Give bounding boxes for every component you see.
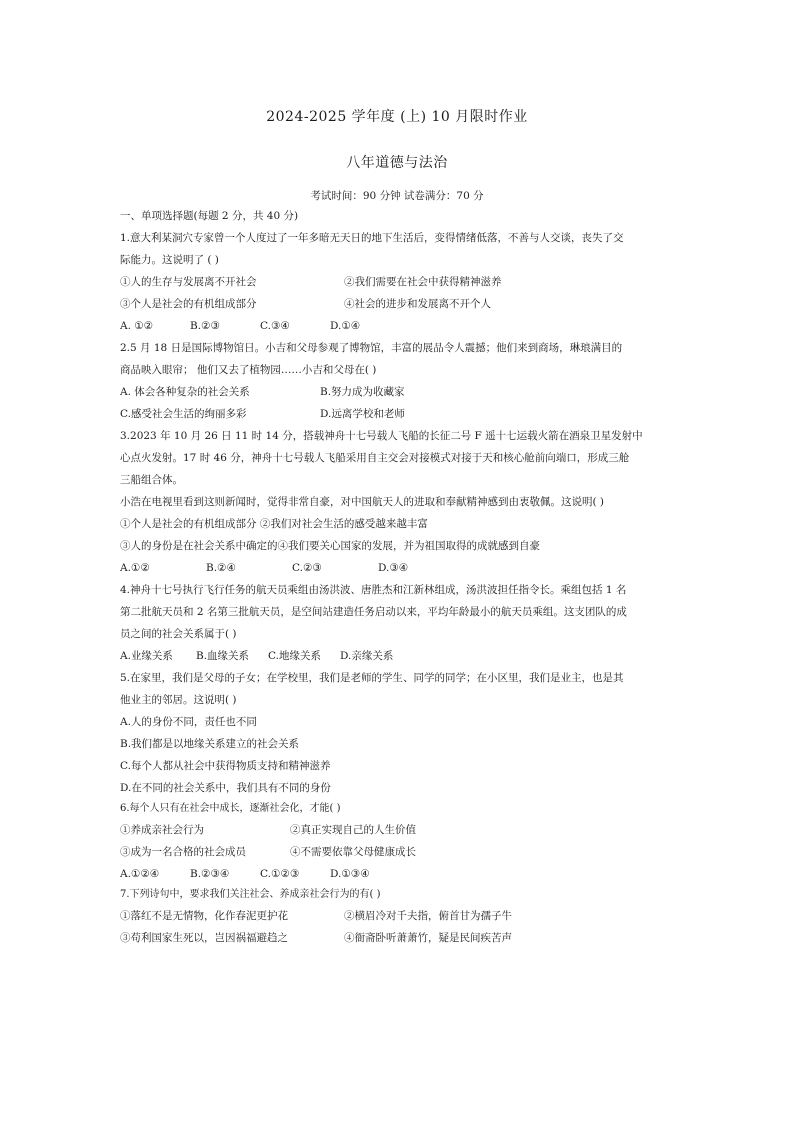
q4-option-d: D.亲缘关系 bbox=[340, 650, 394, 662]
q2-options-row1 bbox=[120, 381, 680, 403]
q1-statement-2: ②我们需要在社会中获得精神滋养 bbox=[344, 276, 502, 288]
q7-stem: 7.下列诗句中，要求我们关注社会、养成亲社会行为的有( ) bbox=[120, 889, 381, 900]
q7-statement-4: ④衙斋卧听萧萧竹，疑是民间疾苦声 bbox=[344, 932, 512, 944]
q7-statements-row2 bbox=[120, 927, 680, 949]
q6-statement-4: ④不需要依靠父母健康成长 bbox=[290, 846, 416, 858]
q2-stem-line1: 2.5 月 18 日是国际博物馆日。小吉和父母参观了博物馆，丰富的展品令人震撼；他们来到商场，琳琅满目的 bbox=[120, 342, 623, 354]
q2-option-c: C.感受社会生活的绚丽多彩 bbox=[120, 408, 247, 420]
q6-statement-1: ①养成亲社会行为 bbox=[120, 824, 204, 836]
q3-stem-line2: 心点火发射。17 时 46 分，神舟十七号载人飞船采用自主交会对接模式对接于天和核心舱前向端口，形成三舱 bbox=[120, 452, 630, 464]
section-heading: 一、单项选择题(每题 2 分，共 40 分) bbox=[120, 210, 299, 222]
q5-option-d: D.在不同的社会关系中，我们具有不同的身份 bbox=[120, 782, 331, 794]
q1-statement-1: ①人的生存与发展离不开社会 bbox=[120, 276, 257, 288]
q3-statements-row2: ③人的身份是在社会关系中确定的④我们要关心国家的发展，并为祖国取得的成就感到自豪 bbox=[120, 540, 540, 552]
q6-statements-row1 bbox=[120, 819, 680, 841]
q4-stem-line1: 4.神舟十七号执行飞行任务的航天员乘组由汤洪波、唐胜杰和江新林组成，汤洪波担任指令长。乘组包括 1 名 bbox=[120, 584, 627, 596]
q1-option-c: C.③④ bbox=[260, 320, 290, 332]
q3-options bbox=[120, 557, 680, 579]
q4-option-c: C.地缘关系 bbox=[268, 650, 321, 662]
q4-option-b: B.血缘关系 bbox=[196, 650, 250, 662]
exam-content bbox=[120, 205, 680, 949]
q3-option-d: D.③④ bbox=[378, 562, 409, 574]
q2-option-b: B.努力成为收藏家 bbox=[320, 386, 405, 398]
q4-stem-line3: 员之间的社会关系属于( ) bbox=[120, 628, 237, 640]
q6-stem: 6.每个人只有在社会中成长，逐渐社会化，才能( ) bbox=[120, 803, 341, 814]
q1-stem-line2: 际能力。这说明了 ( ) bbox=[120, 254, 219, 266]
q6-options bbox=[120, 863, 680, 885]
q1-statements-row1 bbox=[120, 271, 680, 293]
q7-statement-1: ①落红不是无情物，化作春泥更护花 bbox=[120, 910, 288, 922]
q5-option-b: B.我们都是以地缘关系建立的社会关系 bbox=[120, 738, 300, 750]
q2-option-d: D.远离学校和老师 bbox=[320, 408, 405, 420]
q1-option-a: A. ①② bbox=[120, 320, 154, 332]
q4-options bbox=[120, 645, 680, 667]
q6-statements-row2 bbox=[120, 841, 680, 863]
q1-statement-3: ③个人是社会的有机组成部分 bbox=[120, 298, 257, 310]
q5-option-c: C.每个人都从社会中获得物质支持和精神滋养 bbox=[120, 760, 331, 772]
q7-statement-2: ②横眉冷对千夫指，俯首甘为孺子牛 bbox=[344, 910, 512, 922]
q2-options-row2 bbox=[120, 403, 680, 425]
exam-meta: 考试时间：90 分钟 试卷满分：70 分 bbox=[310, 190, 484, 202]
q1-statement-4: ④社会的进步和发展离不开个人 bbox=[344, 298, 491, 310]
q3-option-b: B.②④ bbox=[206, 562, 236, 574]
q1-statements-row2 bbox=[120, 293, 680, 315]
q6-option-a: A.①②④ bbox=[120, 868, 160, 880]
q7-statement-3: ③苟利国家生死以，岂因祸福避趋之 bbox=[120, 932, 288, 944]
q3-stem-line4: 小浩在电视里看到这则新闻时，觉得非常自豪，对中国航天人的进取和奉献精神感到由衷敬佩。这说明( ) bbox=[120, 496, 605, 508]
q6-statement-2: ②真正实现自己的人生价值 bbox=[290, 824, 416, 836]
exam-title: 2024-2025 学年度 (上) 10 月限时作业 bbox=[266, 109, 528, 125]
q3-stem-line1: 3.2023 年 10 月 26 日 11 时 14 分，搭载神舟十七号载人飞船的长征二号 F 遥十七运载火箭在酒泉卫星发射中 bbox=[120, 430, 643, 442]
q1-option-b: B.②③ bbox=[190, 320, 220, 332]
q6-option-b: B.②③④ bbox=[190, 868, 230, 880]
q3-statements-row1: ①个人是社会的有机组成部分 ②我们对社会生活的感受越来越丰富 bbox=[120, 518, 428, 530]
q7-statements-row1 bbox=[120, 905, 680, 927]
exam-subject: 八年道德与法治 bbox=[346, 155, 448, 171]
q3-option-a: A.①② bbox=[120, 562, 150, 574]
q1-stem-line1: 1.意大利某洞穴专家曾一个人度过了一年多暗无天日的地下生活后，变得情绪低落，不善与人交谈，丧失了交 bbox=[120, 232, 624, 244]
q6-option-d: D.①③④ bbox=[330, 868, 370, 880]
q1-option-d: D.①④ bbox=[330, 320, 361, 332]
q4-stem-line2: 第二批航天员和 2 名第三批航天员，是空间站建造任务启动以来，平均年龄最小的航天员乘组。这支团队的成 bbox=[120, 606, 627, 618]
q5-option-a: A.人的身份不同，责任也不同 bbox=[120, 716, 257, 728]
q5-stem-line1: 5.在家里，我们是父母的子女；在学校里，我们是老师的学生、同学的同学；在小区里，我们是业主，也是其 bbox=[120, 672, 624, 684]
q6-option-c: C.①②③ bbox=[260, 868, 300, 880]
q5-stem-line2: 他业主的邻居。这说明( ) bbox=[120, 694, 237, 706]
q4-option-a: A.业缘关系 bbox=[120, 650, 173, 662]
q2-option-a: A. 体会各种复杂的社会关系 bbox=[120, 386, 250, 398]
q2-stem-line2: 商品映入眼帘； 他们又去了植物园……小吉和父母在( ) bbox=[120, 364, 377, 376]
q3-stem-line3: 三船组合体。 bbox=[120, 474, 183, 486]
q1-options bbox=[120, 315, 680, 337]
q3-option-c: C.②③ bbox=[292, 562, 322, 574]
q6-statement-3: ③成为一名合格的社会成员 bbox=[120, 846, 246, 858]
